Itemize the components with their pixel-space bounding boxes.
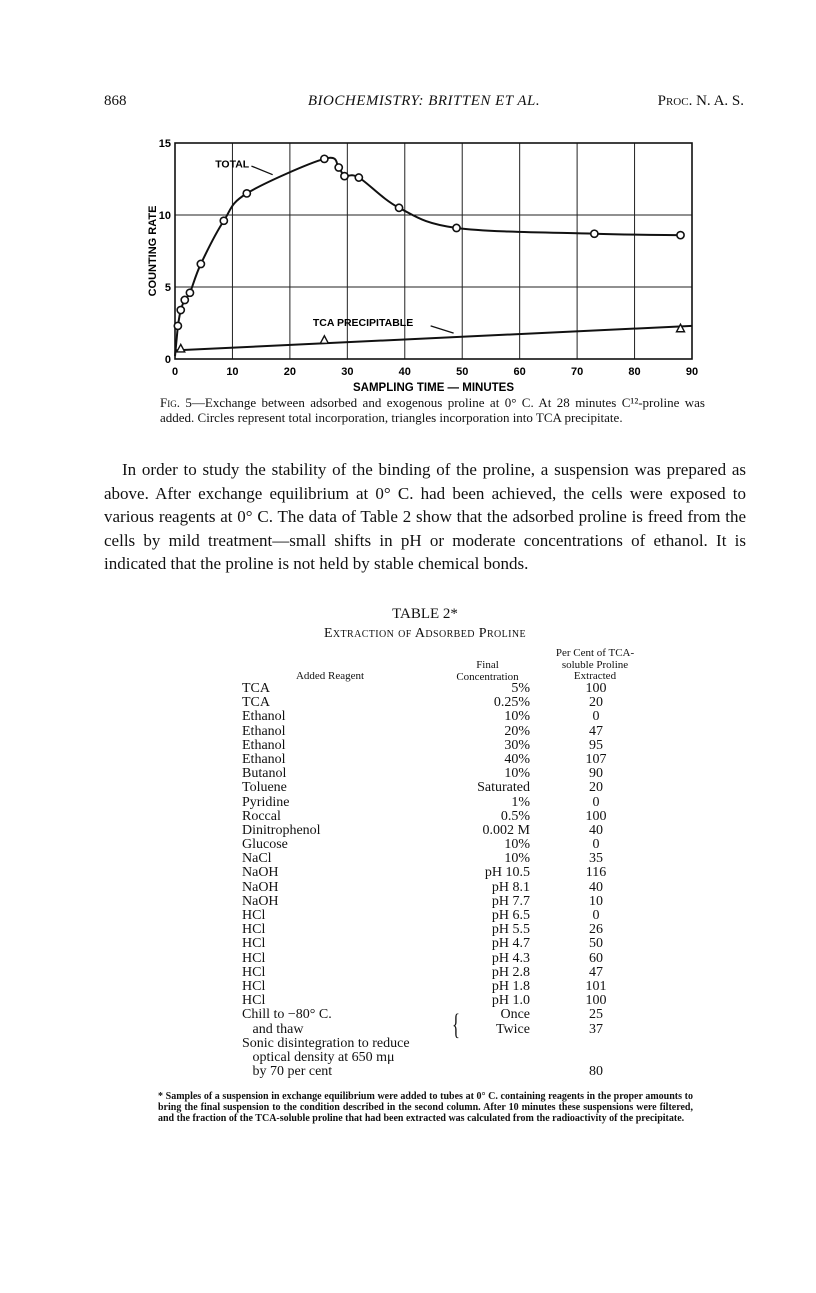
data-point-total bbox=[174, 322, 181, 329]
x-tick-label: 20 bbox=[283, 366, 297, 378]
cell-reagent: Toluene bbox=[242, 780, 287, 796]
table-row bbox=[242, 1065, 662, 1079]
table-row bbox=[242, 866, 662, 880]
figure-caption bbox=[160, 395, 705, 425]
table-row bbox=[242, 980, 662, 994]
cell-concentration: pH 1.8 bbox=[491, 978, 530, 994]
data-point-total bbox=[186, 289, 193, 296]
running-header bbox=[104, 93, 744, 113]
data-point-total bbox=[341, 173, 348, 180]
cell-percent: 80 bbox=[589, 1064, 603, 1080]
cell-percent: 26 bbox=[589, 922, 603, 938]
table-row bbox=[242, 739, 662, 753]
cell-concentration: 30% bbox=[504, 737, 530, 753]
cell-reagent: Butanol bbox=[242, 766, 287, 782]
table-row bbox=[242, 753, 662, 767]
cell-reagent: by 70 per cent bbox=[242, 1064, 333, 1080]
cell-percent: 35 bbox=[589, 851, 603, 867]
cell-reagent: Chill to −80° C. bbox=[242, 1007, 332, 1023]
cell-percent: 101 bbox=[585, 978, 607, 994]
data-point-tca bbox=[320, 336, 328, 344]
cell-concentration: Once bbox=[500, 1007, 530, 1023]
y-axis-label: COUNTING RATE bbox=[147, 205, 159, 297]
cell-reagent: NaOH bbox=[242, 879, 279, 895]
journal-title: BIOCHEMISTRY: BRITTEN ET AL. bbox=[307, 93, 541, 109]
cell-concentration: 5% bbox=[511, 681, 530, 696]
table-row bbox=[242, 810, 662, 824]
cell-percent: 47 bbox=[589, 964, 603, 980]
column-header-concentration bbox=[440, 660, 535, 683]
cell-percent: 50 bbox=[589, 936, 603, 952]
cell-percent: 20 bbox=[589, 780, 603, 796]
x-axis-label: SAMPLING TIME — MINUTES bbox=[353, 382, 514, 394]
column-header-reagent: Added Reagent bbox=[295, 670, 365, 682]
cell-concentration: 40% bbox=[504, 751, 530, 767]
cell-reagent: NaOH bbox=[242, 865, 279, 881]
table-subtitle: Extraction of Adsorbed Proline bbox=[323, 626, 527, 641]
figure-label: Fig. 5 bbox=[160, 395, 192, 410]
data-point-tca bbox=[177, 344, 185, 352]
table-row bbox=[242, 937, 662, 951]
table-row bbox=[242, 1051, 662, 1065]
chart-ticks bbox=[159, 138, 698, 378]
table-row bbox=[242, 909, 662, 923]
cell-percent: 107 bbox=[585, 751, 607, 767]
cell-reagent: Glucose bbox=[242, 837, 288, 853]
cell-reagent: Roccal bbox=[242, 808, 281, 824]
annotation-tca: TCA PRECIPITABLE bbox=[312, 316, 414, 329]
cell-reagent: Sonic disintegration to reduce bbox=[242, 1035, 410, 1051]
cell-concentration: Saturated bbox=[477, 780, 530, 796]
cell-concentration: pH 5.5 bbox=[491, 922, 530, 938]
table-row bbox=[242, 725, 662, 739]
cell-concentration: 1% bbox=[511, 794, 530, 810]
table-title: TABLE 2* bbox=[392, 606, 458, 622]
cell-reagent: and thaw bbox=[242, 1021, 304, 1037]
cell-concentration: 0.25% bbox=[493, 695, 530, 711]
cell-percent: 37 bbox=[589, 1021, 603, 1037]
data-point-total bbox=[355, 174, 362, 181]
cell-concentration: 10% bbox=[504, 709, 530, 725]
y-tick-label: 5 bbox=[164, 282, 171, 294]
cell-reagent: HCl bbox=[242, 908, 266, 923]
data-point-total bbox=[243, 190, 250, 197]
cell-reagent: optical density at 650 mμ bbox=[242, 1049, 395, 1065]
column-header-percent-line2: soluble Proline bbox=[561, 658, 629, 671]
cell-concentration: pH 8.1 bbox=[491, 879, 530, 895]
cell-concentration: Twice bbox=[495, 1021, 530, 1037]
y-tick-label: 0 bbox=[164, 354, 171, 366]
table-row bbox=[242, 682, 662, 696]
cell-reagent: HCl bbox=[242, 936, 266, 952]
table-row bbox=[242, 966, 662, 980]
cell-percent: 0 bbox=[592, 794, 600, 810]
cell-reagent: HCl bbox=[242, 922, 266, 938]
data-point-total bbox=[395, 204, 402, 211]
table-row bbox=[242, 710, 662, 724]
cell-concentration: pH 6.5 bbox=[491, 908, 530, 923]
cell-concentration: pH 7.7 bbox=[491, 893, 530, 909]
series-line-total bbox=[175, 158, 681, 356]
table-row bbox=[242, 796, 662, 810]
figure-5-chart bbox=[140, 130, 710, 395]
annotation-arrow-total bbox=[251, 166, 272, 175]
x-tick-label: 50 bbox=[456, 366, 469, 378]
cell-percent: 0 bbox=[592, 908, 600, 923]
table-row bbox=[242, 824, 662, 838]
column-header-percent-line1: Per Cent of TCA- bbox=[555, 647, 635, 659]
x-tick-label: 70 bbox=[570, 366, 584, 378]
data-point-total bbox=[321, 155, 328, 162]
y-tick-label: 15 bbox=[158, 138, 171, 150]
cell-concentration: pH 1.0 bbox=[491, 993, 530, 1009]
data-point-total bbox=[181, 296, 188, 303]
x-tick-label: 0 bbox=[171, 366, 179, 378]
cell-reagent: HCl bbox=[242, 993, 266, 1009]
brace-glyph: { bbox=[452, 1008, 460, 1041]
cell-concentration: 0.002 M bbox=[482, 822, 530, 838]
table-row bbox=[242, 952, 662, 966]
cell-concentration: 10% bbox=[504, 851, 530, 867]
cell-reagent: NaOH bbox=[242, 893, 279, 909]
cell-concentration: pH 2.8 bbox=[491, 964, 530, 980]
cell-reagent: HCl bbox=[242, 964, 266, 980]
body-paragraph: In order to study the stability of the binding of the proline, a suspension was prepared as above. After exchange equilibrium at 0° C. had been achieved, the cells were exposed to various reagents at 0° C. The data of Table 2 show that the adsorbed proline is freed from the cells by mild treatment—small shifts in pH or moderate concentrations of ethanol. It is indicated that the proline is not held by stable chemical bonds. bbox=[104, 460, 746, 573]
table-row bbox=[242, 895, 662, 909]
data-point-total bbox=[677, 232, 684, 239]
column-header-percent-line3: Extracted bbox=[573, 670, 617, 682]
proceedings-label: Proc. N. A. S. bbox=[657, 93, 744, 109]
x-tick-label: 40 bbox=[398, 366, 411, 378]
cell-percent: 95 bbox=[589, 737, 603, 753]
cell-concentration: pH 4.7 bbox=[491, 936, 530, 952]
data-point-total bbox=[220, 217, 227, 224]
cell-percent: 60 bbox=[589, 950, 603, 966]
cell-percent: 116 bbox=[585, 865, 607, 881]
cell-concentration: 10% bbox=[504, 837, 530, 853]
cell-reagent: Dinitrophenol bbox=[242, 822, 321, 838]
x-tick-label: 80 bbox=[628, 366, 641, 378]
table-row bbox=[242, 767, 662, 781]
cell-concentration: 10% bbox=[504, 766, 530, 782]
cell-reagent: HCl bbox=[242, 978, 266, 994]
data-point-total bbox=[335, 164, 342, 171]
x-tick-label: 90 bbox=[685, 366, 699, 378]
cell-reagent: NaCl bbox=[242, 851, 272, 867]
table-row bbox=[242, 852, 662, 866]
x-tick-label: 30 bbox=[341, 366, 354, 378]
data-point-total bbox=[177, 306, 184, 313]
cell-concentration: 20% bbox=[504, 723, 530, 739]
table-row bbox=[242, 881, 662, 895]
cell-percent: 10 bbox=[589, 893, 603, 909]
y-tick-label: 10 bbox=[158, 210, 171, 222]
table-row bbox=[242, 994, 662, 1008]
annotation-arrow-tca bbox=[431, 326, 454, 333]
cell-reagent: Ethanol bbox=[242, 737, 286, 753]
cell-percent: 47 bbox=[589, 723, 603, 739]
cell-percent: 100 bbox=[585, 681, 607, 696]
cell-percent: 100 bbox=[585, 993, 607, 1009]
column-header-percent bbox=[540, 648, 650, 683]
cell-percent: 90 bbox=[589, 766, 603, 782]
cell-reagent: Ethanol bbox=[242, 723, 286, 739]
data-point-total bbox=[591, 230, 598, 237]
cell-percent: 0 bbox=[592, 709, 600, 725]
cell-percent: 40 bbox=[589, 822, 603, 838]
cell-percent: 100 bbox=[585, 808, 607, 824]
cell-reagent: Ethanol bbox=[242, 709, 286, 725]
cell-reagent: Pyridine bbox=[242, 794, 290, 810]
column-header-concentration-line2: Concentration bbox=[456, 670, 519, 683]
cell-reagent: Ethanol bbox=[242, 751, 286, 767]
table-row bbox=[242, 923, 662, 937]
page-number: 868 bbox=[104, 93, 127, 109]
data-point-total bbox=[197, 260, 204, 267]
cell-percent: 40 bbox=[589, 879, 603, 895]
cell-reagent: HCl bbox=[242, 950, 266, 966]
cell-concentration: 0.5% bbox=[500, 808, 530, 824]
cell-percent: 0 bbox=[592, 837, 600, 853]
table-footnote: * Samples of a suspension in exchange equilibrium were added to tubes at 0° C. containing reagents in the proper amounts to bring the final suspension to the condition described in the second column. After 10 minutes these suspensions were filtered, and the fraction of the TCA-soluble proline that had been extracted was calculated from the radioactivity of the precipitate. bbox=[158, 1091, 693, 1124]
data-point-total bbox=[453, 224, 460, 231]
table-row bbox=[242, 838, 662, 852]
cell-percent: 20 bbox=[589, 695, 603, 711]
cell-concentration: pH 4.3 bbox=[491, 950, 530, 966]
caption-text: —Exchange between adsorbed and exogenous proline at 0° C. At 28 minutes C¹²-proline was added. Circles represent total incorporation, triangles incorporation into TCA precipitate. bbox=[160, 395, 705, 425]
series-line-tca bbox=[175, 326, 692, 350]
cell-reagent: TCA bbox=[242, 681, 270, 696]
column-header-concentration-line1: Final bbox=[476, 659, 499, 671]
cell-reagent: TCA bbox=[242, 695, 270, 711]
table-row bbox=[242, 781, 662, 795]
annotation-total: TOTAL bbox=[215, 158, 250, 171]
x-tick-label: 10 bbox=[226, 366, 239, 378]
cell-concentration: pH 10.5 bbox=[484, 865, 530, 881]
x-tick-label: 60 bbox=[513, 366, 526, 378]
cell-percent: 25 bbox=[589, 1007, 603, 1023]
table-row bbox=[242, 696, 662, 710]
